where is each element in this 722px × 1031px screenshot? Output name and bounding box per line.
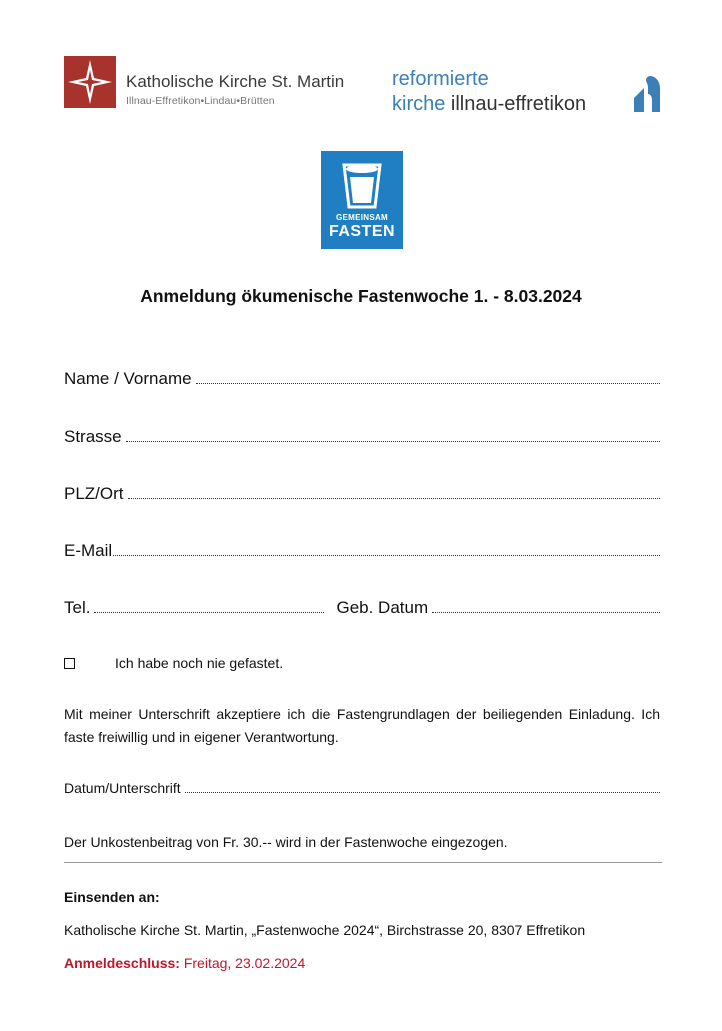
email-label: E-Mail: [64, 541, 113, 560]
reformed-church-line2-accent: kirche: [392, 93, 446, 115]
badge-big-text: FASTEN: [328, 223, 396, 240]
street-fill-line[interactable]: [126, 426, 660, 442]
birthdate-label: Geb. Datum: [336, 598, 429, 617]
zip-city-field[interactable]: [64, 483, 660, 507]
signature-label: Datum/Unterschrift: [64, 780, 181, 796]
never-fasted-label: Ich habe noch nie gefastet.: [115, 655, 284, 671]
consent-text: Mit meiner Unterschrift akzeptiere ich die Fastengrundlagen der beiliegenden Einladung. Ich faste freiwillig und in eigener Verantwortung.: [64, 706, 660, 745]
birthdate-fill-line[interactable]: [432, 597, 660, 613]
page-title: Anmeldung ökumenische Fastenwoche 1. - 8.03.2024: [140, 286, 582, 306]
phone-fill-line[interactable]: [94, 597, 324, 613]
section-divider: [64, 862, 662, 863]
email-fill-line[interactable]: [113, 540, 660, 556]
send-to-heading: Einsenden an:: [64, 889, 160, 905]
phone-birthdate-row: [64, 597, 660, 621]
fee-note: Der Unkostenbeitrag von Fr. 30.-- wird in der Fastenwoche eingezogen.: [64, 834, 508, 850]
deadline-date: Freitag, 23.02.2024: [179, 955, 306, 971]
send-to-address: Katholische Kirche St. Martin, „Fastenwoche 2024“, Birchstrasse 20, 8307 Effretikon: [64, 922, 586, 938]
reformed-church-emblem-icon: [630, 74, 664, 114]
street-field[interactable]: [64, 426, 660, 450]
signature-field[interactable]: [64, 780, 660, 800]
phone-label: Tel.: [64, 598, 91, 617]
reformed-church-line2-rest: illnau-effretikon: [445, 93, 587, 115]
gemeinsam-fasten-badge: [321, 151, 403, 249]
catholic-church-subtitle: Illnau-Effretikon•Lindau•Brütten: [126, 95, 275, 107]
water-glass-icon: [340, 161, 384, 211]
catholic-church-logo: [64, 56, 364, 110]
never-fasted-checkbox[interactable]: [64, 658, 75, 669]
registration-deadline: [64, 955, 305, 971]
street-label: Strasse: [64, 427, 122, 446]
catholic-church-emblem-icon: [64, 56, 116, 108]
badge-small-text: GEMEINSAM: [335, 213, 389, 222]
zip-city-fill-line[interactable]: [128, 483, 660, 499]
reformed-church-logo: [392, 68, 664, 118]
catholic-church-name: Katholische Kirche St. Martin: [126, 72, 345, 91]
reformed-church-line1: reformierte: [392, 68, 489, 90]
name-label: Name / Vorname: [64, 369, 192, 388]
name-field[interactable]: [64, 368, 660, 392]
email-field[interactable]: [64, 540, 660, 564]
zip-city-label: PLZ/Ort: [64, 484, 124, 503]
name-fill-line[interactable]: [196, 368, 660, 384]
never-fasted-option[interactable]: [64, 655, 283, 671]
reformed-church-line2: [392, 93, 586, 116]
deadline-label: Anmeldeschluss:: [64, 955, 180, 971]
signature-fill-line[interactable]: [185, 780, 660, 793]
